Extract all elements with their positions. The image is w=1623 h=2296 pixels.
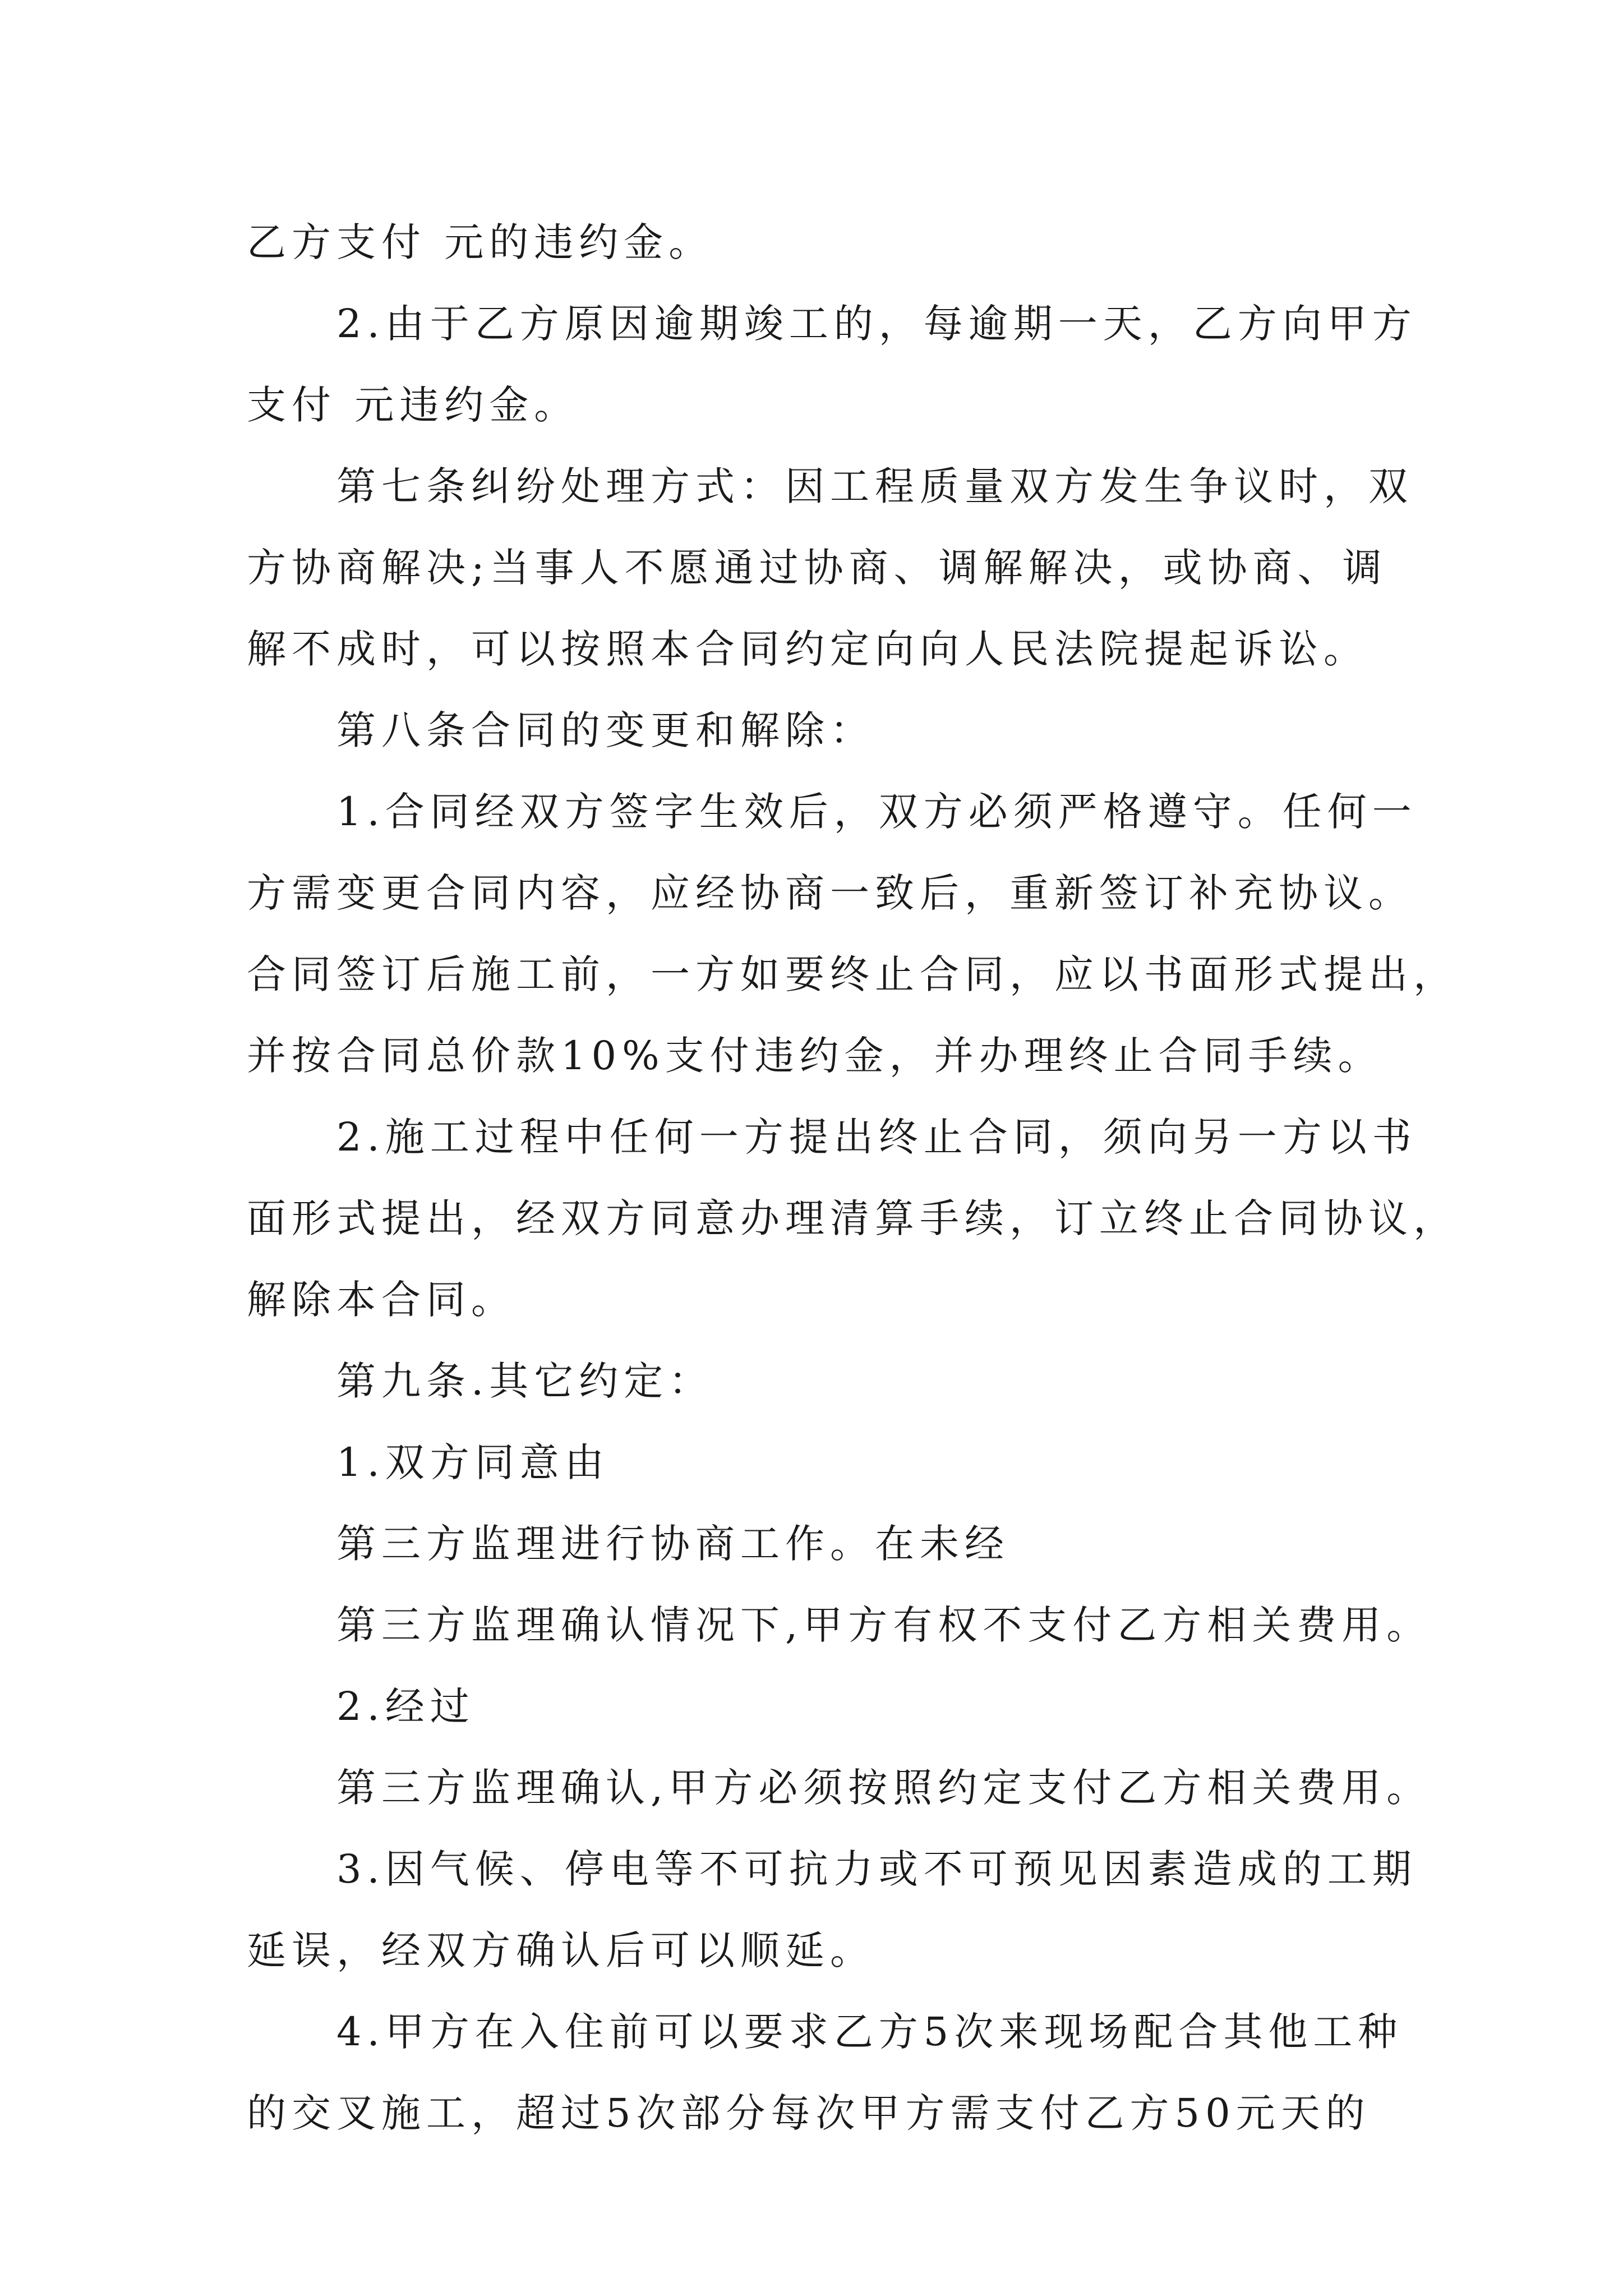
- text-line: 方协商解决;当事人不愿通过协商、调解解决，或协商、调: [247, 545, 1387, 591]
- text-line: 第三方监理确认,甲方必须按照约定支付乙方相关费用。: [336, 1765, 1432, 1811]
- text-line: 1.双方同意由: [336, 1439, 610, 1485]
- text-line: 支付 元违约金。: [247, 382, 579, 428]
- text-line: 第八条合同的变更和解除：: [336, 707, 875, 753]
- document-body: [247, 202, 1458, 2154]
- text-line: 乙方支付 元的违约金。: [247, 219, 714, 265]
- text-line: 1.合同经双方签字生效后，双方必须严格遵守。任何一: [336, 789, 1417, 835]
- text-line: 4.甲方在入住前可以要求乙方5次来现场配合其他工种: [336, 2009, 1403, 2055]
- text-line: 3.因气候、停电等不可抗力或不可预见因素造成的工期: [336, 1846, 1417, 1892]
- text-line: 2.由于乙方原因逾期竣工的，每逾期一天，乙方向甲方: [336, 301, 1417, 347]
- text-line: 延误，经双方确认后可以顺延。: [247, 1927, 875, 1973]
- text-line: 第九条.其它约定：: [336, 1358, 714, 1404]
- text-line: 解除本合同。: [247, 1277, 516, 1323]
- text-line: 解不成时，可以按照本合同约定向向人民法院提起诉讼。: [247, 626, 1368, 672]
- text-line: 合同签订后施工前，一方如要终止合同，应以书面形式提出，: [247, 951, 1458, 997]
- text-line: 2.经过: [336, 1683, 475, 1729]
- text-line: 2.施工过程中任何一方提出终止合同，须向另一方以书: [336, 1114, 1417, 1160]
- text-line: 方需变更合同内容，应经协商一致后，重新签订补充协议。: [247, 870, 1413, 916]
- text-line: 面形式提出，经双方同意办理清算手续，订立终止合同协议，: [247, 1195, 1458, 1241]
- text-line: 第三方监理确认情况下,甲方有权不支付乙方相关费用。: [336, 1602, 1432, 1648]
- text-line: 的交叉施工，超过5次部分每次甲方需支付乙方50元天的: [247, 2090, 1371, 2136]
- text-line: 并按合同总价款10%支付违约金，并办理终止合同手续。: [247, 1033, 1383, 1079]
- text-line: 第七条纠纷处理方式：因工程质量双方发生争议时，双: [336, 463, 1413, 509]
- text-line: 第三方监理进行协商工作。在未经: [336, 1521, 1009, 1567]
